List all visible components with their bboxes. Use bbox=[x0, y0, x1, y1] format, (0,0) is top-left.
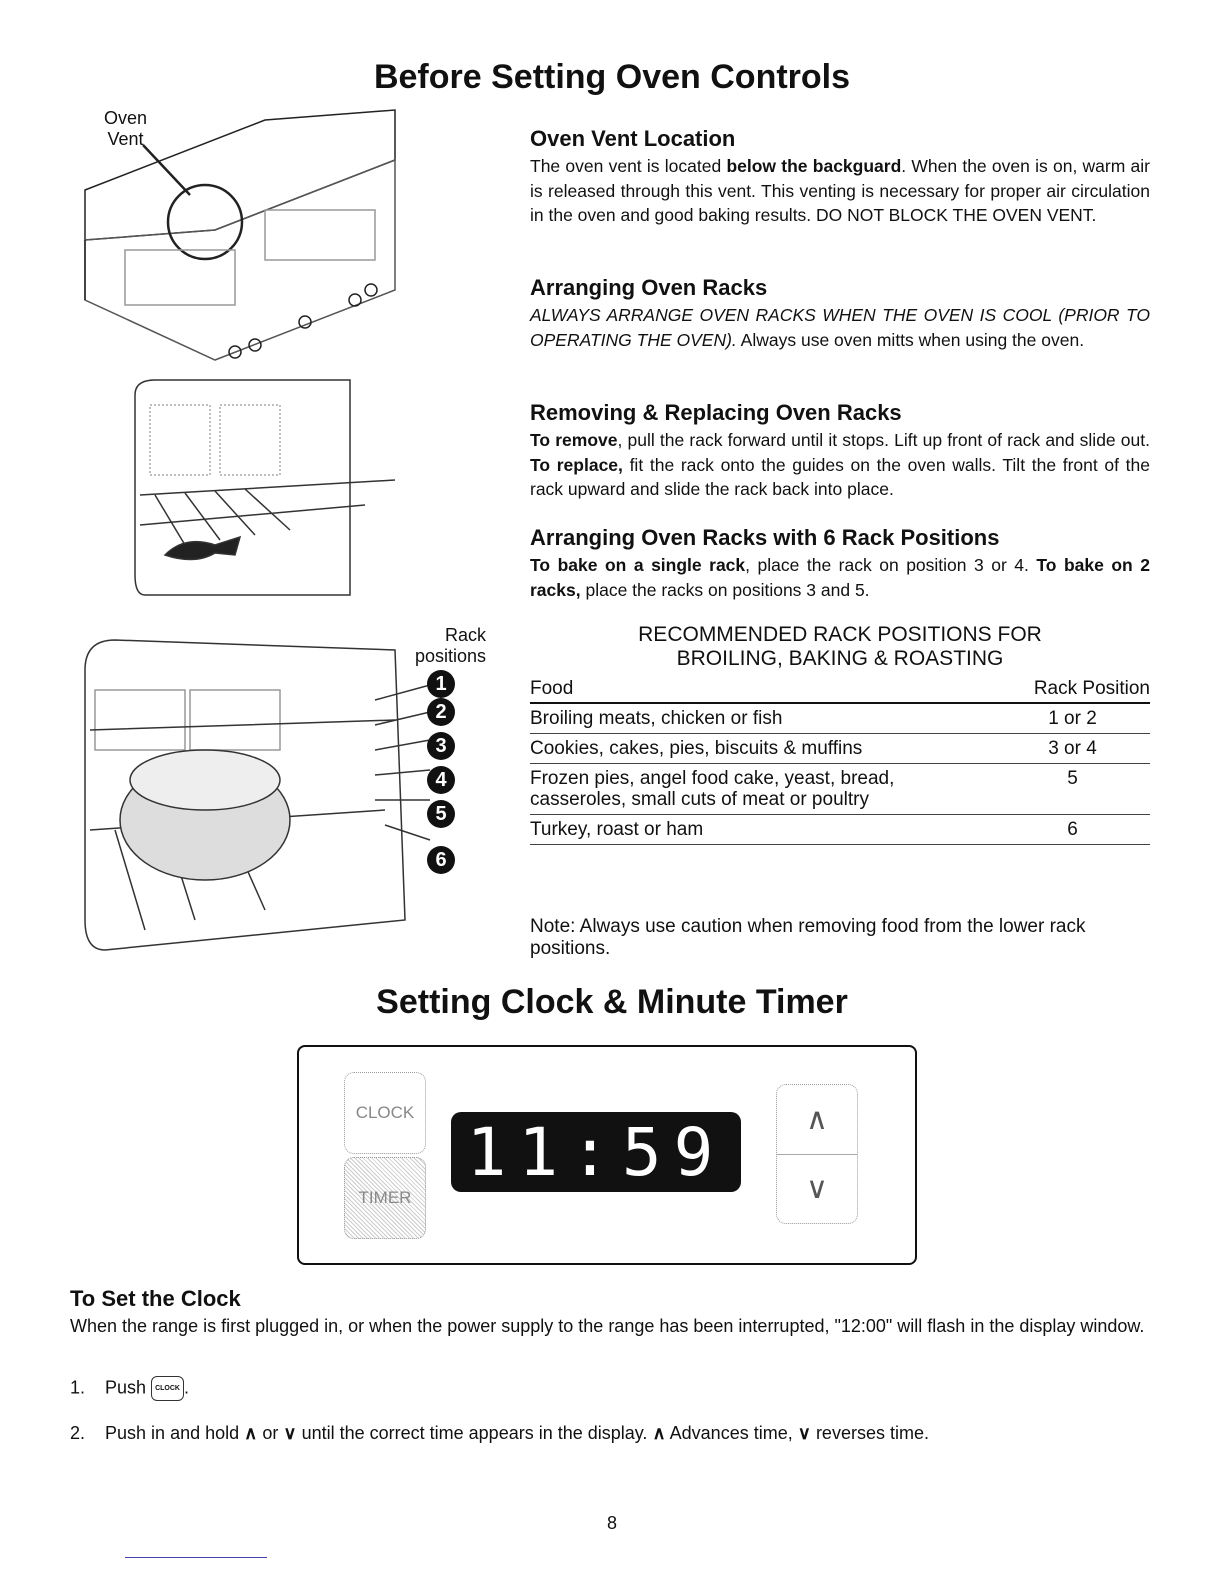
table-title-line1: RECOMMENDED RACK POSITIONS FOR bbox=[638, 623, 1042, 646]
section-six-positions bbox=[530, 525, 1150, 602]
table-title bbox=[530, 623, 1150, 671]
footer-line bbox=[125, 1557, 267, 1558]
section-text bbox=[530, 553, 1150, 602]
step-1 bbox=[70, 1376, 189, 1401]
step-text: Push in and hold bbox=[105, 1423, 240, 1443]
cooktop-illustration bbox=[65, 100, 415, 370]
section-heading: Arranging Oven Racks with 6 Rack Positions bbox=[530, 525, 1000, 550]
up-arrow-icon: ∧ bbox=[652, 1423, 666, 1443]
rack-positions-illustration bbox=[75, 630, 465, 960]
text: Always use oven mitts when using the oven. bbox=[736, 329, 1085, 350]
position-cell: 1 or 2 bbox=[995, 703, 1150, 734]
down-arrow-icon: ∨ bbox=[797, 1423, 811, 1443]
table-row bbox=[530, 734, 1150, 764]
step-number: 1. bbox=[70, 1377, 86, 1398]
step-2 bbox=[70, 1423, 929, 1444]
table-title-line2: BROILING, BAKING & ROASTING bbox=[676, 647, 1004, 670]
table-row bbox=[530, 703, 1150, 734]
section-arranging-racks bbox=[530, 275, 1150, 352]
section-heading: To Set the Clock bbox=[70, 1286, 241, 1311]
section-set-clock bbox=[70, 1286, 1150, 1339]
section-text bbox=[530, 428, 1150, 502]
caution-note: Note: Always use caution when removing food from the lower rack positions. bbox=[530, 916, 1086, 959]
up-arrow-icon: ∧ bbox=[244, 1423, 258, 1443]
food-cell: Frozen pies, angel food cake, yeast, bread, casseroles, small cuts of meat or poultry bbox=[530, 764, 995, 815]
timer-button[interactable]: TIMER bbox=[344, 1157, 426, 1239]
time-display: 11:59 bbox=[451, 1112, 741, 1192]
rack-label-line2: positions bbox=[414, 646, 486, 666]
step-text: reverses time. bbox=[815, 1423, 929, 1443]
bold-text: To remove bbox=[530, 430, 618, 450]
table-row bbox=[530, 815, 1150, 845]
down-arrow-button[interactable]: ∨ bbox=[806, 1172, 828, 1205]
position-cell: 3 or 4 bbox=[995, 734, 1150, 764]
text: The oven vent is located bbox=[530, 156, 727, 176]
rack-label-line1: Rack bbox=[444, 625, 486, 645]
control-panel-illustration bbox=[297, 1045, 917, 1265]
header-rack-position: Rack Position bbox=[995, 676, 1150, 703]
clock-key-icon: CLOCK bbox=[151, 1376, 184, 1401]
vent-label-line1: Oven bbox=[104, 108, 148, 128]
text: . When the oven is on, warm air is released through this vent. This venting is necessary for proper air circulation in the oven and good baking results. DO NOT BLOCK THE OVEN VENT. bbox=[530, 156, 1151, 225]
rack-number-6: 6 bbox=[427, 846, 455, 874]
page-title: Before Setting Oven Controls bbox=[373, 58, 851, 96]
step-text: Push bbox=[105, 1377, 147, 1398]
food-cell: Broiling meats, chicken or fish bbox=[530, 703, 995, 734]
rack-number-5: 5 bbox=[427, 800, 455, 828]
position-cell: 5 bbox=[995, 764, 1150, 815]
clock-button[interactable]: CLOCK bbox=[344, 1072, 426, 1154]
bold-text: To bake on a single rack bbox=[530, 555, 746, 575]
position-cell: 6 bbox=[995, 815, 1150, 845]
rack-position-table bbox=[530, 676, 1150, 845]
step-text: or bbox=[262, 1423, 279, 1443]
page-number: 8 bbox=[606, 1513, 617, 1533]
set-clock-intro: When the range is first plugged in, or when the power supply to the range has been interrupted, "12:00" will flash in the display window. bbox=[70, 1316, 1145, 1336]
vent-label-line2: Vent bbox=[107, 129, 144, 149]
rack-number-2: 2 bbox=[427, 698, 455, 726]
section-oven-vent bbox=[530, 126, 1150, 228]
section-removing-racks bbox=[530, 400, 1150, 502]
rack-number-1: 1 bbox=[427, 670, 455, 698]
food-cell: Cookies, cakes, pies, biscuits & muffins bbox=[530, 734, 995, 764]
section-text bbox=[530, 154, 1150, 228]
text: place the racks on positions 3 and 5. bbox=[580, 579, 870, 600]
header-food: Food bbox=[530, 676, 995, 703]
up-arrow-button[interactable]: ∧ bbox=[777, 1085, 857, 1155]
section-heading: Arranging Oven Racks bbox=[530, 275, 768, 300]
text: fit the rack onto the guides on the oven walls. Tilt the front of the rack upward and slide the rack back into place. bbox=[530, 454, 1150, 499]
arrow-pad bbox=[776, 1084, 858, 1224]
clock-section-title: Setting Clock & Minute Timer bbox=[376, 983, 848, 1021]
bold-text: To replace, bbox=[530, 454, 623, 475]
rack-number-4: 4 bbox=[427, 766, 455, 794]
text: , pull the rack forward until it stops. Lift up front of rack and slide out. bbox=[617, 430, 1150, 450]
rack-removal-illustration bbox=[125, 375, 400, 600]
bold-text: To bake on 2 racks, bbox=[530, 555, 1150, 600]
text: , place the rack on position 3 or 4. bbox=[745, 555, 1037, 575]
down-arrow-icon: ∨ bbox=[283, 1423, 297, 1443]
step-text: until the correct time appears in the display. bbox=[301, 1423, 648, 1443]
section-text bbox=[530, 303, 1150, 352]
food-cell: Turkey, roast or ham bbox=[530, 815, 995, 845]
italic-text: ALWAYS ARRANGE OVEN RACKS WHEN THE OVEN IS COOL (PRIOR TO OPERATING THE OVEN). bbox=[530, 305, 1150, 350]
table-header-row bbox=[530, 676, 1150, 703]
step-text: . bbox=[183, 1377, 189, 1398]
section-heading: Removing & Replacing Oven Racks bbox=[530, 400, 902, 425]
step-text: Advances time, bbox=[669, 1423, 793, 1443]
bold-text: below the backguard bbox=[726, 156, 902, 176]
rack-number-3: 3 bbox=[427, 732, 455, 760]
table-row bbox=[530, 764, 1150, 815]
step-number: 2. bbox=[70, 1423, 86, 1443]
section-heading: Oven Vent Location bbox=[530, 126, 736, 151]
